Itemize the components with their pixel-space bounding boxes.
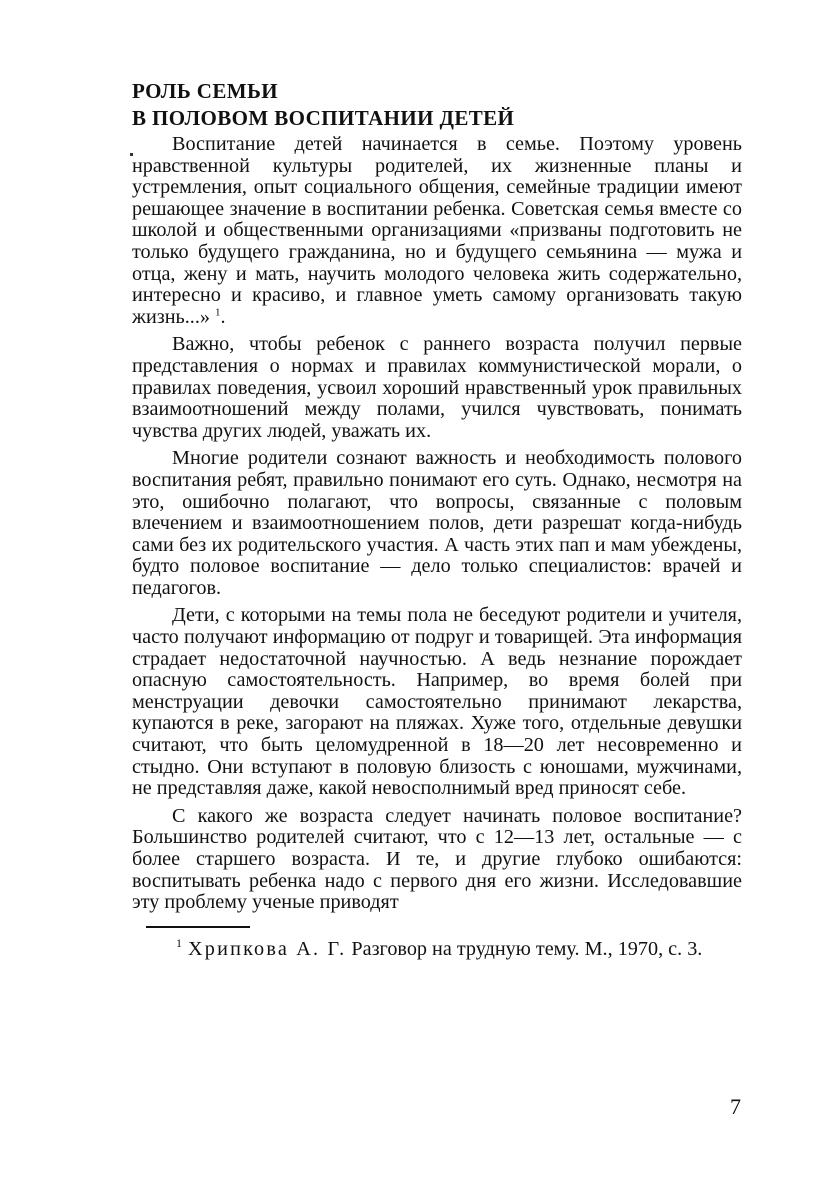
paragraph-2: Важно, чтобы ребенок с раннего возраста получил первые представления о нормах и правилах коммунистической морали, о правилах поведения, усвоил хороший нравственный урок правильных взаимоотношений между полами, учился чувствовать, понимать чувства других людей, уважать их. [132,333,742,442]
chapter-heading [132,78,742,132]
paragraph-3: Многие родители сознают важность и необходимость полового воспитания ребят, правильно понимают его суть. Однако, несмотря на это, ошибочно полагают, что вопросы, связанные с половым влечением и взаимоотношением полов, дети разрешат когда-нибудь сами без их родительского участия. А часть этих пап и мам убеждены, будто половое воспитание — дело только специалистов: врачей и педагогов. [132,447,742,599]
footnote-author: Хрипкова А. Г. [188,937,347,960]
page-number: 7 [730,1094,741,1119]
footnote-citation: Разговор на трудную тему. М., 1970, с. 3. [351,937,703,960]
footnote-divider [146,926,250,928]
footnote-mark: 1 [176,936,182,951]
chapter-heading-line-2: В ПОЛОВОМ ВОСПИТАНИИ ДЕТЕЙ [132,106,515,130]
paragraph-1 [132,134,742,328]
footnote [132,938,742,960]
paragraph-1-tail: . [220,305,226,328]
paragraph-5: С какого же возраста следует начинать половое воспитание? Большинство родителей считают, что с 12—13 лет, остальные — с более старшего возраста. И те, и другие глубоко ошибаются: воспитывать ребенка надо с первого дня его жизни. Исследовавшие эту проблему ученые приводят [132,804,742,914]
paragraph-1-text: Воспитание детей начинается в семье. Поэтому уровень нравственной культуры родителей, их жизненные планы и устремления, опыт социального общения, семейные традиции имеют решающее значение в воспитании ребенка. Советская семья вместе со школой и общественными организациями «призваны подготовить не только будущего гражданина, но и будущего семьянина — мужа и отца, жену и мать, научить молодого человека жить содержательно, интересно и красиво, и главное уметь самому организовать такую жизнь...» [132,133,742,328]
book-page-content [132,70,742,960]
footnote-reference: 1 [215,306,221,319]
chapter-heading-line-1: РОЛЬ СЕМЬИ [132,79,278,103]
paragraph-4: Дети, с которыми на темы пола не беседуют родители и учителя, часто получают информацию от подруг и товарищей. Эта информация страдает недостаточной научностью. А ведь незнание порождает опасную самостоятельность. Например, во время болей при менструации девочки самостоятельно принимают лекарства, купаются в реке, загорают на пляжах. Хуже того, отдельные девушки считают, что быть целомудренной в 18—20 лет несовременно и стыдно. Они вступают в половую близость с юношами, мужчинами, не представляя даже, какой невосполнимый вред приносят себе. [132,604,742,800]
